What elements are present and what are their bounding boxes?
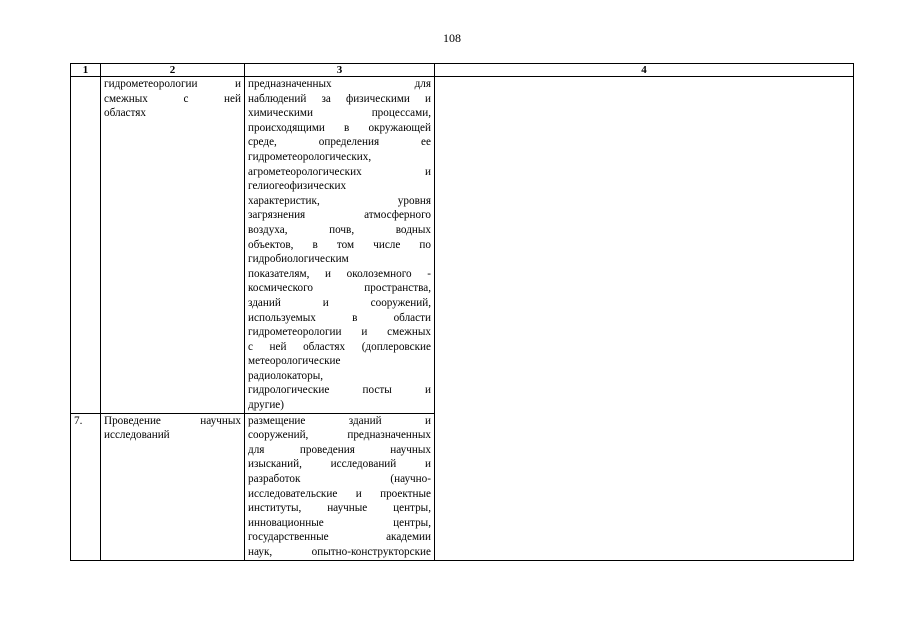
text-line: изысканий, исследований и bbox=[248, 458, 431, 471]
text-line: наблюдений за физическими и bbox=[248, 92, 431, 105]
text-line: показателям, и околоземного - bbox=[248, 267, 431, 280]
table-header-row bbox=[71, 64, 854, 77]
text-line: наук, опытно-конструкторские bbox=[248, 546, 431, 558]
text-line: инновационные центры, bbox=[248, 516, 431, 529]
cell-number bbox=[71, 77, 101, 414]
text-line: воздуха, почв, водных bbox=[248, 223, 431, 236]
text-line: сооружений, предназначенных bbox=[248, 429, 431, 442]
text-line: гелиогеофизических bbox=[248, 180, 347, 193]
text-line: с ней областях (доплеровские bbox=[248, 340, 431, 353]
header-col-3: 3 bbox=[245, 64, 435, 77]
text-line: гидрологические посты и bbox=[248, 384, 431, 397]
text-line: используемых в области bbox=[248, 311, 431, 324]
header-col-4: 4 bbox=[435, 64, 854, 77]
cell-activity-name bbox=[101, 77, 245, 414]
text-line: гидрометеорологических, bbox=[248, 150, 372, 163]
cell-activity-name bbox=[101, 413, 245, 560]
text-line: размещение зданий и bbox=[248, 414, 431, 427]
cell-description bbox=[245, 77, 435, 414]
text-line: гидрометеорологии и bbox=[104, 78, 241, 90]
text-line: исследований bbox=[104, 429, 170, 442]
text-line: другие) bbox=[248, 399, 284, 412]
text-line: предназначенных для bbox=[248, 78, 431, 90]
page-number: 108 bbox=[443, 31, 461, 45]
document-table bbox=[70, 63, 854, 561]
text-line: характеристик, уровня bbox=[248, 194, 431, 207]
text-line: Проведение научных bbox=[104, 414, 241, 427]
text-line: метеорологические bbox=[248, 355, 341, 368]
text-line: объектов, в том числе по bbox=[248, 238, 431, 251]
text-line: космического пространства, bbox=[248, 282, 431, 295]
text-line: государственные академии bbox=[248, 531, 431, 544]
text-line: институты, научные центры, bbox=[248, 502, 431, 515]
text-line: исследовательские и проектные bbox=[248, 487, 431, 500]
text-line: химическими процессами, bbox=[248, 107, 431, 120]
cell-description bbox=[245, 413, 435, 560]
text-line: радиолокаторы, bbox=[248, 369, 324, 382]
text-line: гидрометеорологии и смежных bbox=[248, 326, 431, 339]
text-line: агрометеорологических и bbox=[248, 165, 431, 178]
text-line: для проведения научных bbox=[248, 443, 431, 456]
text-line: происходящими в окружающей bbox=[248, 121, 431, 134]
text-line: зданий и сооружений, bbox=[248, 296, 431, 309]
cell-number: 7. bbox=[71, 413, 101, 560]
cell-notes bbox=[435, 77, 854, 561]
text-line: разработок (научно- bbox=[248, 473, 431, 486]
text-line: среде, определения ее bbox=[248, 136, 431, 149]
text-line: гидробиологическим bbox=[248, 253, 349, 266]
text-line: загрязнения атмосферного bbox=[248, 209, 431, 222]
text-line: смежных с ней bbox=[104, 92, 241, 105]
header-col-2: 2 bbox=[101, 64, 245, 77]
header-col-1: 1 bbox=[71, 64, 101, 77]
table-row-continued bbox=[71, 77, 854, 414]
text-line: областях bbox=[104, 107, 147, 120]
